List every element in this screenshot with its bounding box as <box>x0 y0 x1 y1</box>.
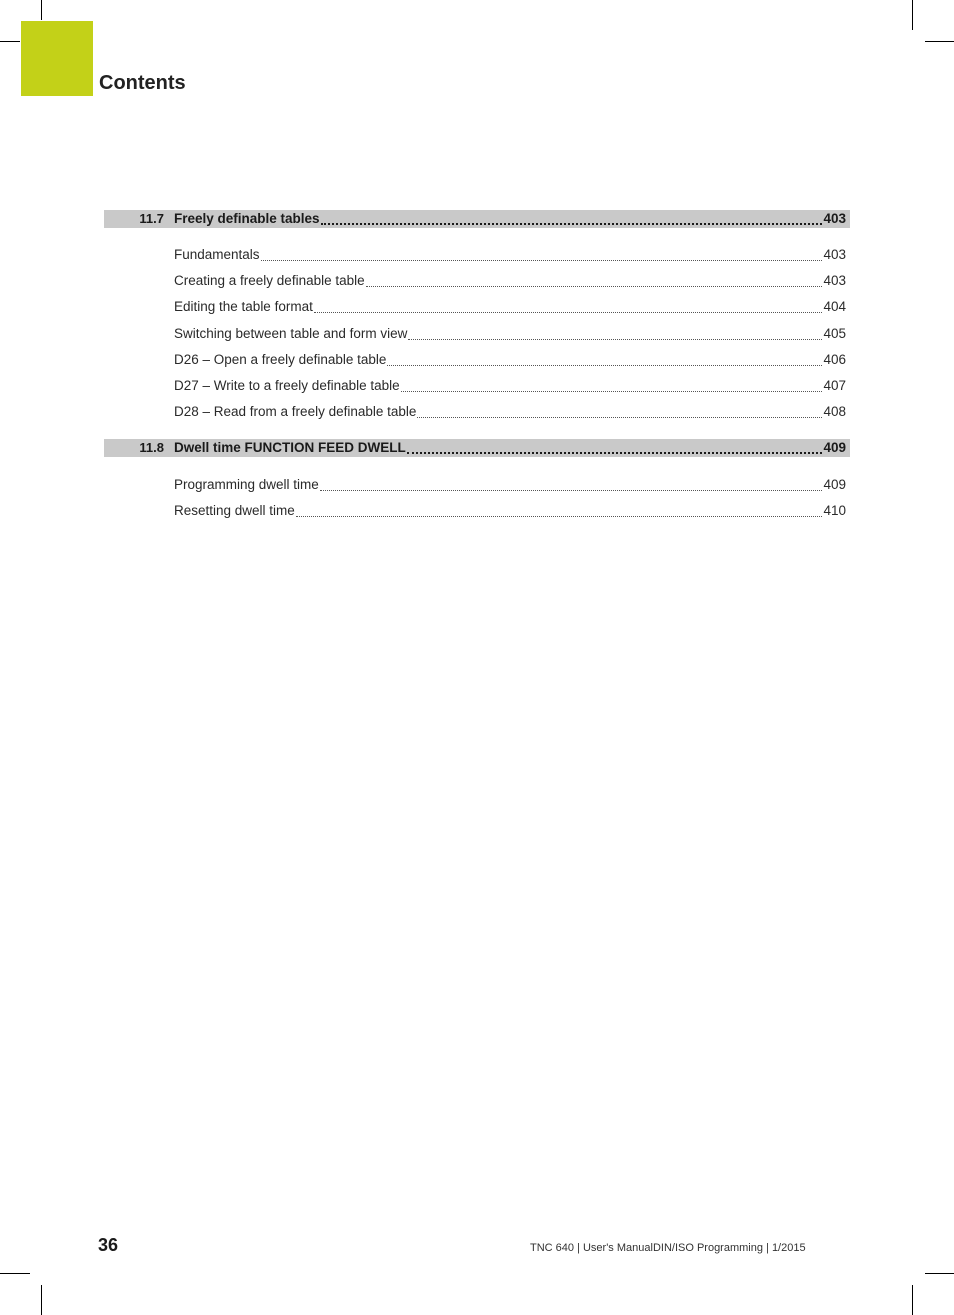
dot-leader <box>408 339 822 340</box>
toc-entry[interactable] <box>174 477 846 495</box>
toc-entry-page: 403 <box>823 273 846 288</box>
toc-entry-page: 404 <box>823 299 846 314</box>
toc-entry[interactable] <box>174 273 846 291</box>
toc-entry-label: Editing the table format <box>174 299 313 314</box>
dot-leader <box>296 516 823 517</box>
toc-entry[interactable] <box>174 352 846 370</box>
section-title: Freely definable tables <box>174 211 320 226</box>
toc-entry-label: Fundamentals <box>174 247 260 262</box>
page-title: Contents <box>99 72 186 94</box>
dot-leader <box>407 452 823 454</box>
crop-mark <box>912 1285 913 1315</box>
crop-mark <box>0 41 20 42</box>
crop-mark <box>925 1273 954 1274</box>
toc-entry[interactable] <box>174 404 846 422</box>
dot-leader <box>261 260 823 261</box>
dot-leader <box>401 391 823 392</box>
crop-mark <box>925 41 954 42</box>
toc-entry-label: Programming dwell time <box>174 477 319 492</box>
toc-entry-label: D26 – Open a freely definable table <box>174 352 387 367</box>
toc-entry[interactable] <box>174 247 846 265</box>
section-number: 11.7 <box>139 211 164 226</box>
chapter-tab <box>21 21 93 96</box>
toc-entry[interactable] <box>174 299 846 317</box>
dot-leader <box>320 490 823 491</box>
footer-text: TNC 640 | User's ManualDIN/ISO Programming | 1/2015 <box>530 1242 806 1254</box>
section-page: 409 <box>823 440 846 455</box>
section-number: 11.8 <box>139 440 164 455</box>
toc-entry-label: Switching between table and form view <box>174 326 408 341</box>
toc-entry-label: D27 – Write to a freely definable table <box>174 378 400 393</box>
section-heading[interactable] <box>104 210 850 228</box>
section-heading[interactable] <box>104 439 850 457</box>
section-title-row <box>174 440 846 458</box>
crop-mark <box>0 1273 30 1274</box>
toc-entry[interactable] <box>174 326 846 344</box>
dot-leader <box>417 417 822 418</box>
toc-entry-page: 407 <box>823 378 846 393</box>
section-page: 403 <box>823 211 846 226</box>
toc-entry-page: 403 <box>823 247 846 262</box>
toc-entry-page: 405 <box>823 326 846 341</box>
crop-mark <box>41 1285 42 1315</box>
dot-leader <box>387 365 822 366</box>
toc-entry-page: 410 <box>823 503 846 518</box>
dot-leader <box>321 223 823 225</box>
dot-leader <box>366 286 823 287</box>
toc-entry-page: 408 <box>823 404 846 419</box>
toc-entry-label: D28 – Read from a freely definable table <box>174 404 417 419</box>
toc-entry[interactable] <box>174 503 846 521</box>
crop-mark <box>912 0 913 30</box>
crop-mark <box>41 0 42 20</box>
section-title-row <box>174 211 846 229</box>
dot-leader <box>314 312 823 313</box>
page-number: 36 <box>98 1235 119 1255</box>
toc-entry[interactable] <box>174 378 846 396</box>
section-title: Dwell time FUNCTION FEED DWELL <box>174 440 406 455</box>
toc-entry-label: Creating a freely definable table <box>174 273 365 288</box>
toc-entry-label: Resetting dwell time <box>174 503 295 518</box>
toc-entry-page: 409 <box>823 477 846 492</box>
toc-entry-page: 406 <box>823 352 846 367</box>
